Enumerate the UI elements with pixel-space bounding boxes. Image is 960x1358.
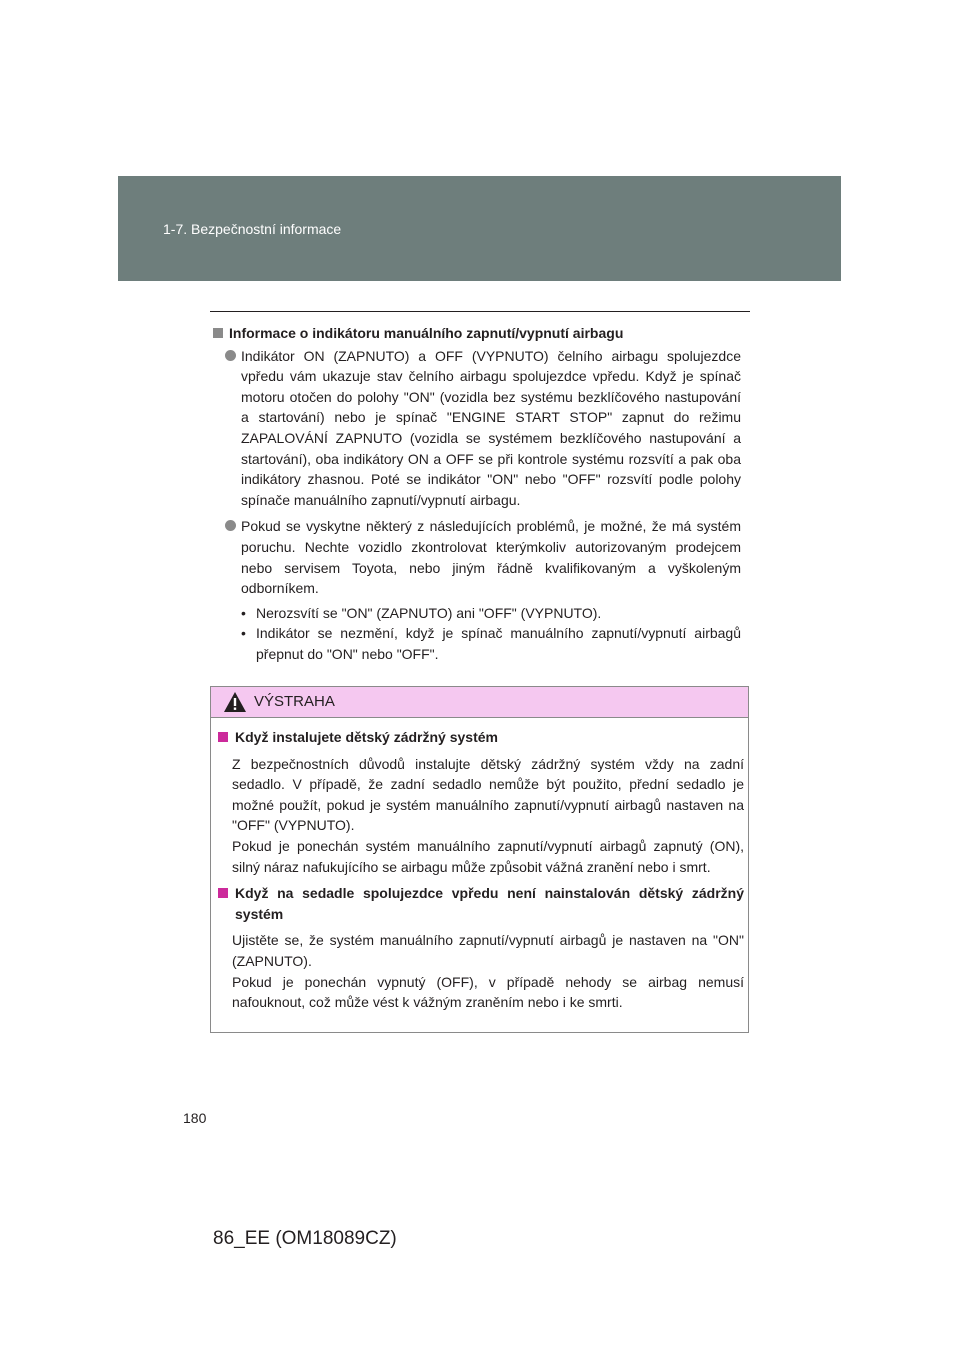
- section-title: 1-7. Bezpečnostní informace: [163, 221, 342, 237]
- circle-bullet-icon: [225, 520, 236, 531]
- square-bullet-icon: [213, 328, 223, 338]
- warning-triangle-icon: [223, 691, 247, 713]
- warning-text-2: Pokud je ponechán systém manuálního zapnutí/vypnutí airbagů zapnutý (ON), silný náraz nafukujícího se airbagu může způsobit vážná zranění nebo i smrt.: [232, 837, 744, 875]
- sub-item-text: Indikátor se nezmění, když je spínač manuálního zapnutí/vypnutí airbagů přepnut do "ON" nebo "OFF".: [256, 625, 741, 662]
- bullet-text: Indikátor ON (ZAPNUTO) a OFF (VYPNUTO) čelního airbagu spolujezdce vpředu vám ukazuje stav čelního airbagu spolujezdce vpředu. Když je spínač motoru otočen do polohy "ON" (vozidla bez systému bezklíčového nastupování a startování) nebo je spínač "ENGINE START STOP" zapnut do režimu ZAPALOVÁNÍ ZAPNUTO (vozidla se systémem bezklíčového nastupování a startování), oba indikátory ON a OFF se při kontrole systému rozsvítí a pak oba indikátory zhasnou. Poté se indikátor "ON" nebo "OFF" rozsvítí podle polohy spínače manuálního zapnutí/vypnutí airbagu.: [241, 347, 741, 508]
- warning-text-2: Pokud je ponechán vypnutý (OFF), v případě nehody se airbag nemusí nafouknout, což může vést k vážným zraněním nebo i ke smrti.: [232, 973, 744, 1011]
- warning-body: [218, 727, 744, 1019]
- bullet-paragraph: [213, 516, 741, 598]
- warning-text-1: Ujistěte se, že systém manuálního zapnutí/vypnutí airbagů je nastaven na "ON" (ZAPNUTO).: [232, 932, 744, 969]
- warning-header: [211, 687, 748, 718]
- bullet-text: Pokud se vyskytne některý z následujících problémů, je možné, že má systém poruchu. Nechte vozidlo zkontrolovat kterýmkoliv autorizovaným prodejcem nebo servisem Toyota, nebo jiným řádně kvalifikovaným a vyškoleným odborníkem.: [241, 518, 741, 597]
- small-bullet-icon: •: [241, 604, 246, 621]
- warning-heading-text: Když na sedadle spolujezdce vpředu není nainstalován dětský zádržný systém: [235, 885, 744, 922]
- square-bullet-icon: [218, 888, 228, 898]
- square-bullet-icon: [218, 732, 228, 742]
- page-number: 180: [183, 1110, 207, 1126]
- warning-item-heading: [218, 727, 744, 748]
- warning-item-text: [218, 930, 744, 1012]
- warning-item-text: [218, 754, 744, 878]
- top-rule: [210, 311, 750, 312]
- sub-item-text: Nerozsvítí se "ON" (ZAPNUTO) ani "OFF" (VYPNUTO).: [256, 604, 602, 621]
- warning-item-heading: [218, 883, 744, 924]
- sub-item: [213, 623, 741, 664]
- sub-item: [213, 603, 741, 624]
- circle-bullet-icon: [225, 350, 236, 361]
- section-heading-text: Informace o indikátoru manuálního zapnutí/vypnutí airbagu: [229, 325, 624, 341]
- document-code: 86_EE (OM18089CZ): [213, 1228, 397, 1249]
- small-bullet-icon: •: [241, 625, 246, 642]
- bullet-paragraph: [213, 346, 741, 511]
- warning-box: [210, 686, 749, 1033]
- section-heading: [213, 323, 741, 344]
- warning-heading-text: Když instalujete dětský zádržný systém: [235, 729, 498, 745]
- header-band: [118, 176, 841, 281]
- warning-title: VÝSTRAHA: [254, 693, 335, 710]
- warning-text-1: Z bezpečnostních důvodů instalujte dětský zádržný systém vždy na zadní sedadlo. V případě, že zadní sedadlo nemůže být použito, přední sedadlo je možné použít, pokud je systém manuálního zapnutí/vypnutí airbagů nastaven na "OFF" (VYPNUTO).: [232, 755, 744, 834]
- main-content: [213, 323, 741, 665]
